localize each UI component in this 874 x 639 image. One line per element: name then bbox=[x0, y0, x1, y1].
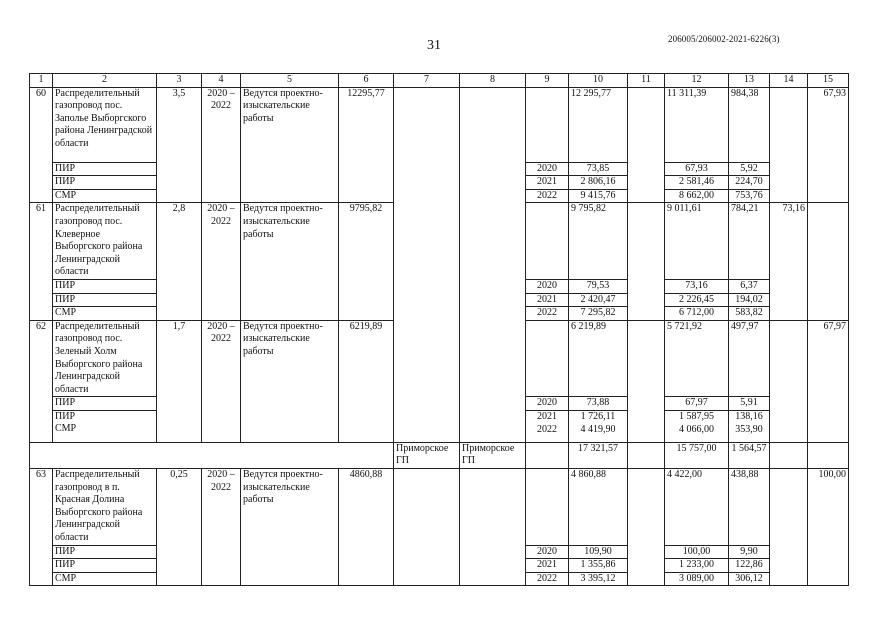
col-header: 8 bbox=[460, 74, 526, 88]
col-header: 13 bbox=[729, 74, 770, 88]
col-header: 4 bbox=[202, 74, 241, 88]
total-amount: 2 420,47 bbox=[569, 293, 628, 307]
year-value: 2021 bbox=[526, 293, 569, 307]
year-value: 2022 bbox=[526, 189, 569, 203]
local-amount: 497,97 bbox=[729, 320, 770, 397]
total-amount: 73,85 bbox=[569, 162, 628, 176]
cell-empty bbox=[628, 320, 665, 442]
total-amount: 2 806,16 bbox=[569, 176, 628, 190]
cost-value: 9795,82 bbox=[339, 203, 394, 320]
col-header: 12 bbox=[665, 74, 729, 88]
col-header: 5 bbox=[241, 74, 339, 88]
local-amount: 138,16 bbox=[735, 410, 763, 422]
total-amount: 1 355,86 bbox=[569, 559, 628, 573]
total-amount: 4 860,88 bbox=[569, 469, 628, 546]
total-amount: 7 295,82 bbox=[569, 307, 628, 321]
local-amount: 784,21 bbox=[729, 203, 770, 280]
cell-empty bbox=[628, 203, 665, 320]
local-amount: 5,92 bbox=[729, 162, 770, 176]
share-percent: 67,93 bbox=[808, 87, 849, 203]
total-amount: 79,53 bbox=[569, 279, 628, 293]
year-value: 2020 bbox=[526, 545, 569, 559]
federal-amount: 4 066,00 bbox=[679, 424, 714, 436]
year-value: 2020 bbox=[526, 397, 569, 411]
local-amount: 5,91 bbox=[729, 397, 770, 411]
stage-label: СМР bbox=[53, 307, 157, 321]
federal-amount: 1 587,95 bbox=[679, 410, 714, 422]
table-row bbox=[30, 442, 849, 468]
local-group bbox=[729, 410, 770, 442]
local-amount: 122,86 bbox=[729, 559, 770, 573]
stage-label: СМР bbox=[55, 423, 77, 435]
col-header: 1 bbox=[30, 74, 53, 88]
cost-value: 6219,89 bbox=[339, 320, 394, 442]
total-group bbox=[569, 410, 628, 442]
federal-amount: 67,93 bbox=[665, 162, 729, 176]
col-header: 9 bbox=[526, 74, 569, 88]
stage-label: ПИР bbox=[55, 410, 76, 422]
cost-value: 12295,77 bbox=[339, 87, 394, 203]
cell-empty bbox=[808, 203, 849, 320]
federal-amount: 2 226,45 bbox=[665, 293, 729, 307]
federal-amount: 1 233,00 bbox=[665, 559, 729, 573]
cell-empty bbox=[526, 442, 569, 468]
cell-empty bbox=[526, 87, 569, 162]
status-text: Ведутся проектно-изыскательские работы bbox=[241, 469, 339, 586]
stage-label: ПИР bbox=[53, 545, 157, 559]
total-amount: 109,90 bbox=[569, 545, 628, 559]
col-header: 2 bbox=[53, 74, 157, 88]
federal-amount: 100,00 bbox=[665, 545, 729, 559]
total-amount: 1 726,11 bbox=[580, 410, 616, 422]
stage-label: СМР bbox=[53, 189, 157, 203]
cell-empty bbox=[526, 203, 569, 280]
local-amount: 583,82 bbox=[729, 307, 770, 321]
stage-label-group bbox=[53, 410, 157, 442]
federal-amount: 11 311,39 bbox=[665, 87, 729, 162]
local-amount: 1 564,57 bbox=[729, 442, 770, 468]
object-name: Распределительный газопровод пос. Зеленый Холм Выборгского района Ленинградской области bbox=[53, 320, 157, 397]
cell-empty bbox=[628, 442, 665, 468]
year-value: 2022 bbox=[526, 307, 569, 321]
cell-empty bbox=[30, 442, 394, 468]
period-value: 2020 – 2022 bbox=[202, 203, 241, 320]
cell-empty bbox=[770, 320, 808, 442]
length-value: 2,8 bbox=[157, 203, 202, 320]
table-row bbox=[30, 87, 849, 162]
year-value: 2020 bbox=[526, 162, 569, 176]
local-amount: 438,88 bbox=[729, 469, 770, 546]
length-value: 0,25 bbox=[157, 469, 202, 586]
local-amount: 353,90 bbox=[735, 424, 763, 436]
total-amount: 73,88 bbox=[569, 397, 628, 411]
object-name: Распределительный газопровод в п. Красная Долина Выборгского района Ленинградской области bbox=[53, 469, 157, 546]
federal-amount: 15 757,00 bbox=[665, 442, 729, 468]
total-amount: 4 419,90 bbox=[580, 424, 616, 436]
year-value: 2021 bbox=[526, 176, 569, 190]
cell-empty bbox=[808, 442, 849, 468]
status-text: Ведутся проектно-изыскательские работы bbox=[241, 203, 339, 320]
stage-label: ПИР bbox=[53, 279, 157, 293]
stage-label: ПИР bbox=[53, 559, 157, 573]
federal-amount: 5 721,92 bbox=[665, 320, 729, 397]
federal-amount: 2 581,46 bbox=[665, 176, 729, 190]
col-header: 10 bbox=[569, 74, 628, 88]
local-amount: 306,12 bbox=[729, 572, 770, 586]
col-header: 14 bbox=[770, 74, 808, 88]
local-amount: 9,90 bbox=[729, 545, 770, 559]
cost-value: 4860,88 bbox=[339, 469, 394, 586]
cell-empty bbox=[394, 87, 460, 442]
local-amount: 194,02 bbox=[729, 293, 770, 307]
year-value: 2021 bbox=[526, 559, 569, 573]
status-text: Ведутся проектно-изыскательские работы bbox=[241, 87, 339, 203]
federal-amount: 6 712,00 bbox=[665, 307, 729, 321]
total-amount: 6 219,89 bbox=[569, 320, 628, 397]
length-value: 3,5 bbox=[157, 87, 202, 203]
federal-amount: 9 011,61 bbox=[665, 203, 729, 280]
year-value: 2022 bbox=[526, 572, 569, 586]
col-header: 6 bbox=[339, 74, 394, 88]
cell-empty bbox=[526, 469, 569, 546]
period-value: 2020 – 2022 bbox=[202, 87, 241, 203]
page-number: 31 bbox=[427, 38, 441, 53]
federal-amount: 73,16 bbox=[665, 279, 729, 293]
item-number: 61 bbox=[30, 203, 53, 320]
settlement-name: Приморское ГП bbox=[460, 442, 526, 468]
federal-amount: 67,97 bbox=[665, 397, 729, 411]
federal-amount: 3 089,00 bbox=[665, 572, 729, 586]
cell-empty bbox=[770, 442, 808, 468]
federal-amount: 4 422,00 bbox=[665, 469, 729, 546]
investment-table bbox=[29, 73, 849, 586]
stage-label: СМР bbox=[53, 572, 157, 586]
settlement-name: Приморское ГП bbox=[394, 442, 460, 468]
column-number-row bbox=[30, 74, 849, 88]
cell-empty bbox=[460, 469, 526, 586]
total-amount: 9 415,76 bbox=[569, 189, 628, 203]
status-text: Ведутся проектно-изыскательские работы bbox=[241, 320, 339, 442]
federal-group bbox=[665, 410, 729, 442]
local-amount: 6,37 bbox=[729, 279, 770, 293]
local-amount: 224,70 bbox=[729, 176, 770, 190]
local-amount: 984,38 bbox=[729, 87, 770, 162]
period-value: 2020 – 2022 bbox=[202, 320, 241, 442]
year-value: 2021 bbox=[537, 410, 557, 422]
share-percent: 73,16 bbox=[770, 203, 808, 320]
item-number: 60 bbox=[30, 87, 53, 203]
share-percent: 100,00 bbox=[808, 469, 849, 586]
total-amount: 9 795,82 bbox=[569, 203, 628, 280]
cell-empty bbox=[628, 87, 665, 203]
cell-empty bbox=[770, 87, 808, 203]
year-value: 2020 bbox=[526, 279, 569, 293]
year-group bbox=[526, 410, 569, 442]
stage-label: ПИР bbox=[53, 162, 157, 176]
length-value: 1,7 bbox=[157, 320, 202, 442]
item-number: 63 bbox=[30, 469, 53, 586]
col-header: 15 bbox=[808, 74, 849, 88]
cell-empty bbox=[770, 469, 808, 586]
total-amount: 17 321,57 bbox=[569, 442, 628, 468]
cell-empty bbox=[394, 469, 460, 586]
period-value: 2020 – 2022 bbox=[202, 469, 241, 586]
total-amount: 12 295,77 bbox=[569, 87, 628, 162]
object-name: Распределительный газопровод пос. Заполье Выборгского района Ленинградской области bbox=[53, 87, 157, 162]
share-percent: 67,97 bbox=[808, 320, 849, 442]
federal-amount: 8 662,00 bbox=[665, 189, 729, 203]
col-header: 7 bbox=[394, 74, 460, 88]
cell-empty bbox=[526, 320, 569, 397]
col-header: 3 bbox=[157, 74, 202, 88]
object-name: Распределительный газопровод пос. Клеверное Выборгского района Ленинградской области bbox=[53, 203, 157, 280]
document-reference: 206005/206002-2021-6226(3) bbox=[668, 34, 780, 44]
item-number: 62 bbox=[30, 320, 53, 442]
stage-label: ПИР bbox=[53, 293, 157, 307]
stage-label: ПИР bbox=[53, 176, 157, 190]
cell-empty bbox=[628, 469, 665, 586]
cell-empty bbox=[460, 87, 526, 442]
local-amount: 753,76 bbox=[729, 189, 770, 203]
table-row bbox=[30, 469, 849, 546]
stage-label: ПИР bbox=[53, 397, 157, 411]
col-header: 11 bbox=[628, 74, 665, 88]
year-value: 2022 bbox=[537, 424, 557, 436]
total-amount: 3 395,12 bbox=[569, 572, 628, 586]
